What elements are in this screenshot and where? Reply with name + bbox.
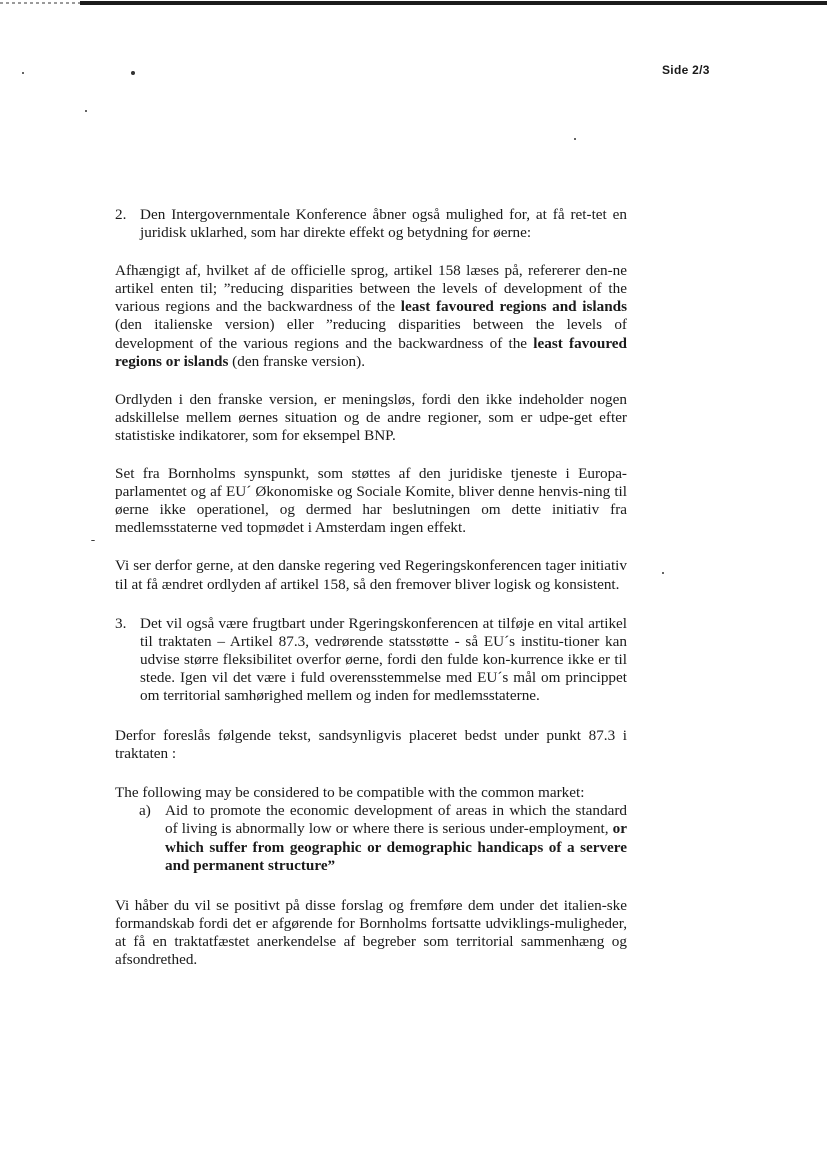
numbered-item-3: [115, 615, 627, 705]
item-text: Det vil også være frugtbart under Rgeringskonferencen at tilføje en vital artikel til traktaten – Artikel 87.3, vedrørende statsstøtte - så EU´s institu-tioner kan udvise større fleksibilitet overfor øerne, fordi den fulde kon-kurrence ikke er til stede. Igen vil det være i fuld overensstemmelse med EU´s mål om princippet om territorial samhørighed mellem og inden for medlemsstaterne.: [140, 614, 627, 704]
paragraph-closing: Vi håber du vil se positivt på disse forslag og fremføre dem under det italien-ske formandskab fordi det er afgørende for Bornholms fortsatte udviklings-muligheder, at få en traktatfæstet anerkendelse af begreber som territorial sammenhæng og afsondrethed.: [115, 896, 627, 968]
item-text: Den Intergovernmentale Konference åbner også mulighed for, at få ret-tet en juridisk uklarhed, som har direkte effekt og betydning for øerne:: [140, 206, 627, 242]
bold-phrase: least favoured regions and islands: [400, 298, 628, 316]
scan-speck: [574, 138, 576, 140]
proposed-text-item: a) Aid to promote the economic development of areas in which the standard of living is abnormally low or where there is serious under-employment, or which suffer from geographic or demographic handicaps of a servere and permanent structure”: [139, 802, 627, 874]
item-number: 3.: [115, 614, 127, 632]
paragraph-bornholm-view: Set fra Bornholms synspunkt, som støttes af den juridiske tjeneste i Europa-parlamentet og af EU´ Økonomiske og Sociale Komite, bliver denne henvis-ning til øerne ikke operationel, og dermed har beslutningen om dette initiativ fra medlemsstaterne ved topmødet i Amsterdam ingen effekt.: [115, 465, 627, 537]
bold-phrase: or which suffer from geographic or demographic handicaps of a servere and permanent structure”: [165, 820, 627, 874]
item-number: 2.: [115, 206, 127, 223]
scan-edge-dots: [0, 2, 80, 4]
paragraph-proposal: Derfor foreslås følgende tekst, sandsynligvis placeret bedst under punkt 87.3 i traktaten :: [115, 727, 627, 763]
scan-speck: [131, 71, 135, 75]
paragraph-french-version: Ordlyden i den franske version, er meningsløs, fordi den ikke indeholder nogen adskillelse mellem øernes situation og de andre regioner, som er udpe-get efter statistiske indikatorer, som for eksempel BNP.: [115, 390, 627, 444]
scan-speck: [22, 72, 24, 74]
scan-speck: [91, 540, 95, 541]
scan-speck: [662, 572, 664, 574]
numbered-item-2: [115, 206, 627, 242]
paragraph-article-158: Afhængigt af, hvilket af de officielle sprog, artikel 158 læses på, refererer den-ne artikel enten til; ”reducing disparities between the levels of development of the various regions and the backwardness of the least favoured regions and islands (den italienske version) eller ”reducing disparities between the levels of development of the various regions and the backwardness of the least favoured regions or islands (den franske version).: [115, 262, 628, 370]
bold-phrase: least favoured regions or islands: [115, 334, 627, 370]
letter-body: [115, 206, 627, 969]
paragraph-request: Vi ser derfor gerne, at den danske regering ved Regeringskonferencen tager initiativ til at få ændret ordlyden af artikel 158, så den fremover bliver logisk og konsistent.: [115, 557, 627, 593]
item-label: a): [139, 802, 151, 820]
scan-speck: [85, 110, 87, 112]
scan-top-border: [80, 1, 827, 5]
proposed-text-intro: The following may be considered to be compatible with the common market:: [115, 784, 585, 802]
page-number: Side 2/3: [662, 63, 710, 77]
